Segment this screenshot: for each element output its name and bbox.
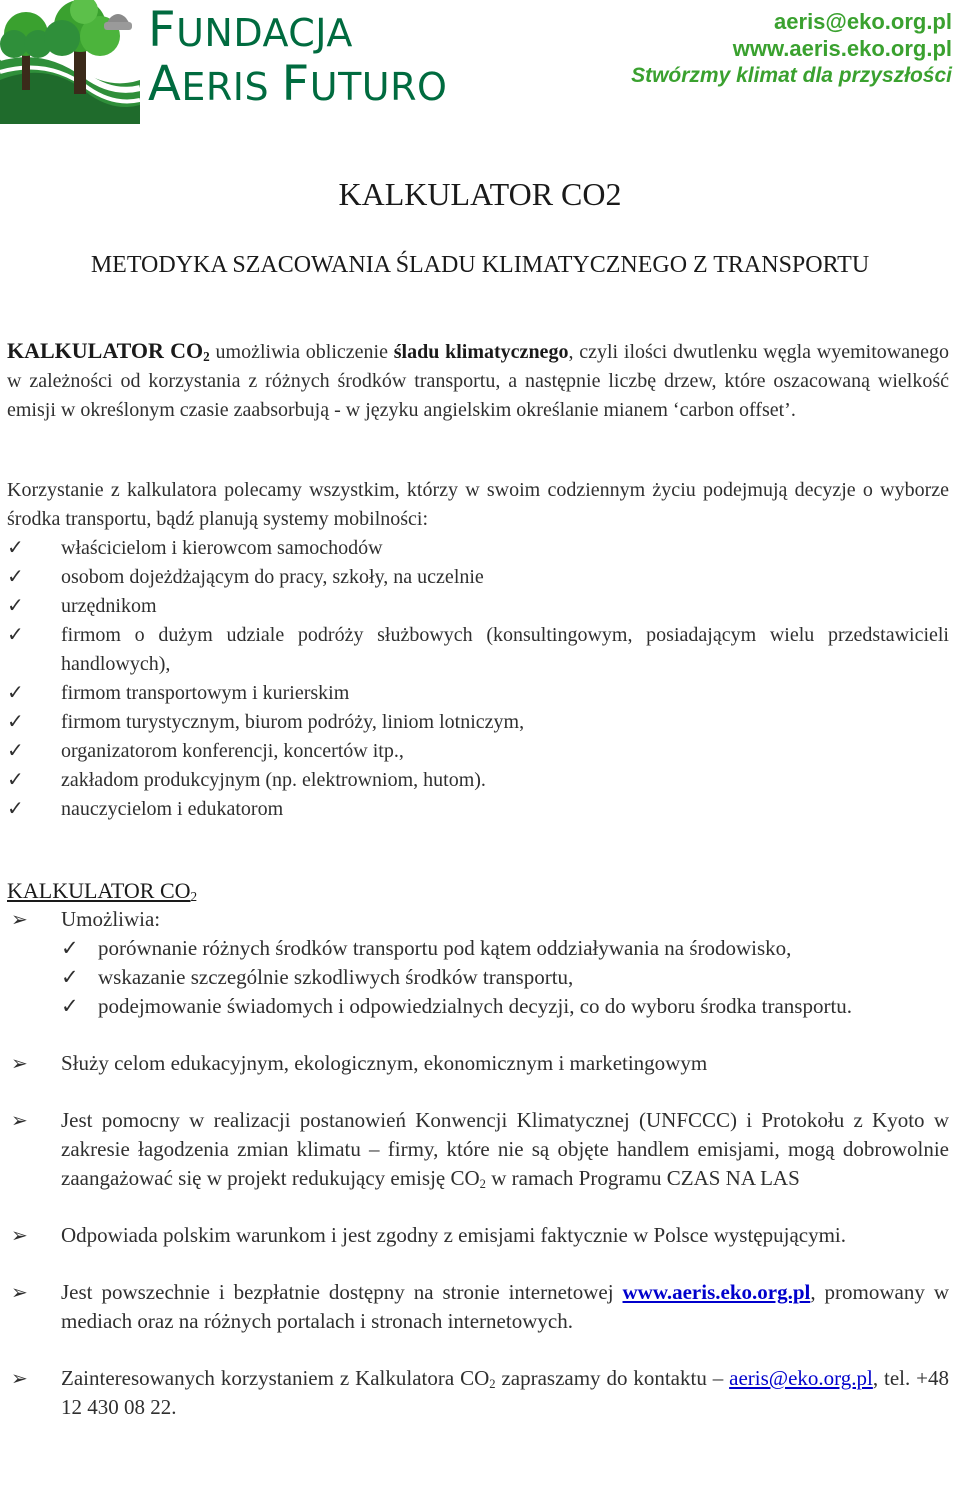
intro-lead xyxy=(7,338,210,363)
usage-intro: Korzystanie z kalkulatora polecamy wszystkim, którzy w swoim codziennym życiu podejmują decyzje o wyborze środka transportu, bądź planują systemy mobilności: xyxy=(7,479,949,530)
email-link[interactable]: aeris@eko.org.pl xyxy=(729,1366,873,1390)
list-item-text: urzędnikom xyxy=(61,595,157,617)
features-list xyxy=(7,905,949,1422)
list-item xyxy=(7,621,949,679)
spacer xyxy=(7,1336,949,1364)
list-item xyxy=(61,963,949,992)
list-item xyxy=(7,679,949,708)
intro-lead-text: KALKULATOR CO xyxy=(7,338,204,363)
feature-text: Odpowiada polskim warunkom i jest zgodny z emisjami faktycznie w Polsce występującymi. xyxy=(61,1223,846,1247)
list-item-text: nauczycielom i edukatorom xyxy=(61,798,284,820)
feature-text: Zainteresowanych korzystaniem z Kalkulatora CO xyxy=(61,1366,490,1390)
checkmark-icon: ✓ xyxy=(7,711,24,733)
logo-initial-a: A xyxy=(148,56,182,112)
checkmark-icon: ✓ xyxy=(7,740,24,762)
feature-item-dostepny xyxy=(7,1278,949,1336)
feature-text-cont: w ramach Programu CZAS NA LAS xyxy=(485,1166,800,1190)
list-item xyxy=(7,795,949,824)
logo-initial-f2: F xyxy=(281,56,310,112)
feature-item-odpowiada xyxy=(7,1221,949,1250)
checkmark-icon: ✓ xyxy=(61,965,79,989)
logo-line-2 xyxy=(148,56,448,112)
contact-phone: , tel. +48 12 430 08 22. xyxy=(61,1366,949,1419)
list-item xyxy=(7,563,949,592)
arrow-bullet-icon: ➢ xyxy=(11,1280,28,1304)
list-item-text: firmom turystycznym, biurom podróży, liniom lotniczym, xyxy=(61,711,525,733)
page-title: KALKULATOR CO2 xyxy=(338,176,622,212)
intro-bold: śladu klimatycznego xyxy=(393,341,569,363)
header-website[interactable]: www.aeris.eko.org.pl xyxy=(732,36,952,61)
list-item xyxy=(61,992,949,1021)
spacer xyxy=(7,1078,949,1106)
co2-subscript: 2 xyxy=(479,1177,486,1191)
header-contact xyxy=(631,8,952,89)
checkmark-icon: ✓ xyxy=(7,595,24,617)
list-item xyxy=(7,708,949,737)
logo-word-uturo: UTURO xyxy=(309,65,448,109)
list-item-text: podejmowanie świadomych i odpowiedzialnych decyzji, co do wyboru środka transportu. xyxy=(98,994,853,1018)
feature-item-kontakt xyxy=(7,1364,949,1422)
feature-text: Służy celom edukacyjnym, ekologicznym, ekonomicznym i marketingowym xyxy=(61,1051,708,1075)
checkmark-icon: ✓ xyxy=(7,566,24,588)
arrow-bullet-icon: ➢ xyxy=(11,1108,28,1132)
spacer xyxy=(7,1250,949,1278)
website-link[interactable]: www.aeris.eko.org.pl xyxy=(622,1280,811,1304)
list-item-text: porównanie różnych środków transportu pod kątem oddziaływania na środowisko, xyxy=(98,936,792,960)
checkmark-icon: ✓ xyxy=(7,769,24,791)
co2-subscript: 2 xyxy=(489,1377,496,1391)
logo-initial-f: F xyxy=(148,2,177,58)
checkmark-icon: ✓ xyxy=(61,936,79,960)
list-item xyxy=(7,737,949,766)
spacer xyxy=(7,1193,949,1221)
header-slogan: Stwórzmy klimat dla przyszłości xyxy=(631,64,952,87)
calculator-features-section xyxy=(7,876,949,1422)
list-item-text: firmom transportowym i kurierskim xyxy=(61,682,350,704)
feature-text: Jest pomocny w realizacji postanowień Konwencji Klimatycznej (UNFCCC) i Protokołu z Kyoto w zakresie łagodzenia zmian klimatu – firmy, które nie są objęte handlem emisjami, mogą dobrowolnie zaangażować się w projekt redukujący emisję CO xyxy=(61,1108,949,1190)
logo-line-1 xyxy=(148,2,447,58)
section-heading-sub: 2 xyxy=(190,889,198,904)
arrow-bullet-icon: ➢ xyxy=(11,907,28,931)
checkmark-icon: ✓ xyxy=(7,798,24,820)
list-item xyxy=(7,534,949,563)
logo-word-eris: ERIS xyxy=(181,65,282,109)
usage-list xyxy=(7,534,949,824)
list-item-text: organizatorom konferencji, koncertów itp., xyxy=(61,740,404,762)
intro-paragraph xyxy=(7,336,949,425)
foundation-logo-text xyxy=(148,2,448,112)
feature-text-cont: zapraszamy do kontaktu – xyxy=(495,1366,730,1390)
list-item-text: właścicielom i kierowcom samochodów xyxy=(61,537,383,559)
feature-item-sluzy xyxy=(7,1049,949,1078)
usage-section xyxy=(7,476,949,824)
intro-text-1: umożliwia obliczenie xyxy=(209,341,394,363)
header-email[interactable]: aeris@eko.org.pl xyxy=(774,9,952,34)
checkmark-icon: ✓ xyxy=(7,624,24,646)
list-item-text: firmom o dużym udziale podróży służbowych (konsultingowym, posiadającym wielu przedstawicieli handlowych), xyxy=(61,624,949,675)
intro-lead-sub: 2 xyxy=(203,349,210,364)
foundation-logo-icon xyxy=(0,0,140,124)
checkmark-icon: ✓ xyxy=(7,682,24,704)
feature-text-cont: , promowany w mediach oraz na różnych portalach i stronach internetowych. xyxy=(61,1280,949,1333)
arrow-bullet-icon: ➢ xyxy=(11,1223,28,1247)
page-subtitle: METODYKA SZACOWANIA ŚLADU KLIMATYCZNEGO Z TRANSPORTU xyxy=(90,252,870,278)
checkmark-icon: ✓ xyxy=(61,994,79,1018)
list-item xyxy=(7,766,949,795)
checkmark-icon: ✓ xyxy=(7,537,24,559)
logo-word-undacja: UNDACJA xyxy=(176,11,353,55)
arrow-bullet-icon: ➢ xyxy=(11,1366,28,1390)
umozliwia-sublist xyxy=(61,934,949,1021)
list-item-text: zakładom produkcyjnym (np. elektrowniom, hutom). xyxy=(61,769,486,791)
section-heading-text: KALKULATOR CO xyxy=(7,878,191,903)
spacer xyxy=(7,1021,949,1049)
feature-text: Umożliwia: xyxy=(61,907,161,931)
section-heading xyxy=(7,876,949,905)
list-item xyxy=(7,592,949,621)
list-item-text: wskazanie szczególnie szkodliwych środków transportu, xyxy=(98,965,574,989)
intro-text-2: , czyli ilości dwutlenku węgla wyemitowanego w zależności od korzystania z różnych środków transportu, a następnie liczbę drzew, które oszacowaną wielkość emisji w określonym czasie zaabsorbują - w języku angielskim określanie mianem ‘carbon offset’. xyxy=(7,341,949,421)
list-item xyxy=(61,934,949,963)
list-item-text: osobom dojeżdżającym do pracy, szkoły, na uczelnie xyxy=(61,566,484,588)
feature-text: Jest powszechnie i bezpłatnie dostępny na stronie internetowej xyxy=(61,1280,623,1304)
arrow-bullet-icon: ➢ xyxy=(11,1051,28,1075)
feature-item-pomocny xyxy=(7,1106,949,1193)
feature-item-umozliwia xyxy=(7,905,949,1021)
